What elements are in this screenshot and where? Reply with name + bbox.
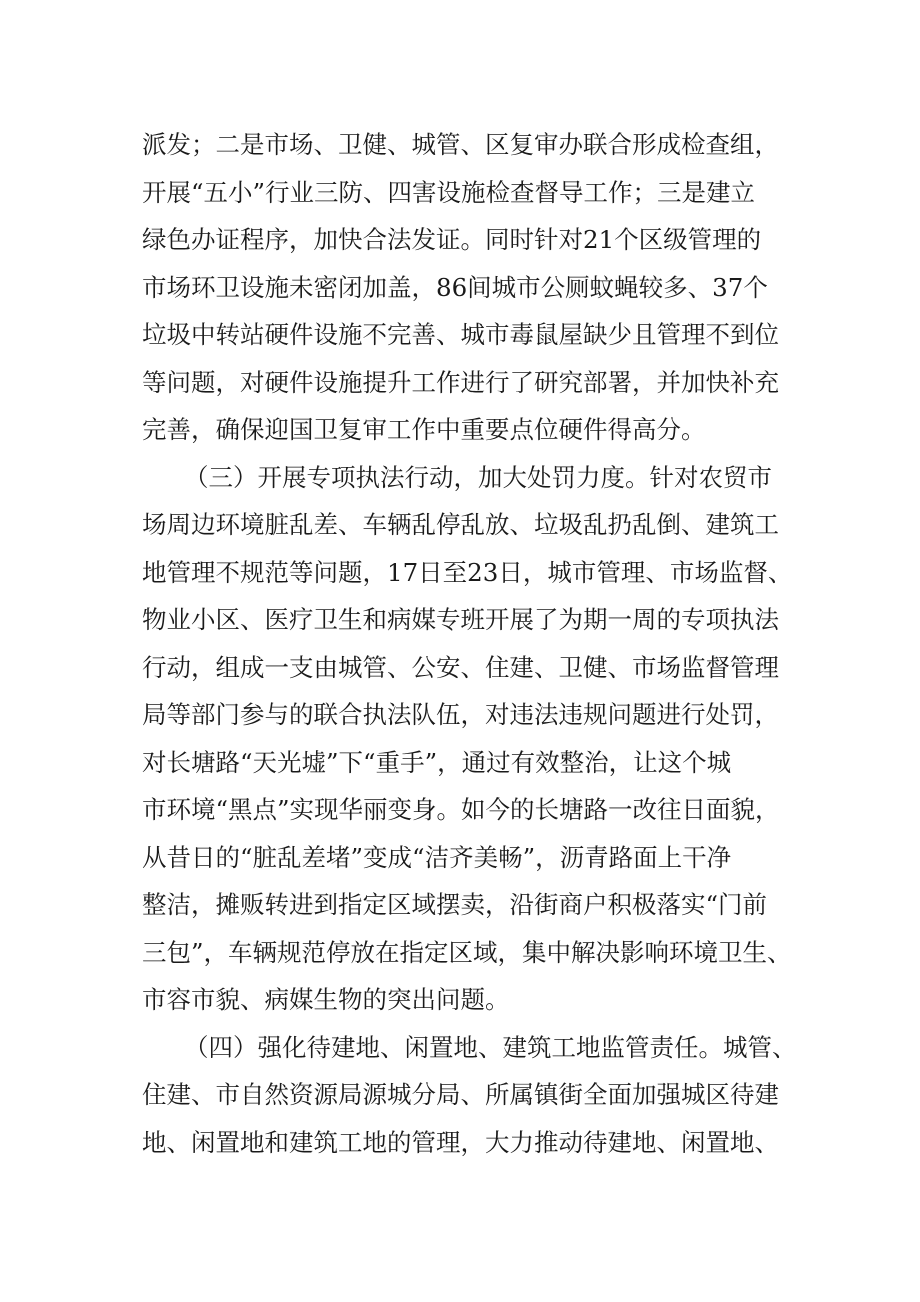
text-line: 三包”，车辆规范停放在指定区域，集中解决影响环境卫生、: [142, 937, 792, 967]
text-line: 等问题，对硬件设施提升工作进行了研究部署，并加快补充: [142, 367, 779, 397]
text-line: 地管理不规范等问题，17日至23日，城市管理、市场监督、: [142, 557, 793, 587]
text-line: 住建、市自然资源局源城分局、所属镇街全面加强城区待建: [142, 1080, 779, 1109]
text-line: 地、闲置地和建筑工地的管理，大力推动待建地、闲置地、: [142, 1127, 779, 1157]
text-line: 行动，组成一支由城管、公安、住建、卫健、市场监督管理: [142, 652, 779, 682]
text-line: 对长塘路“天光墟”下“重手”，通过有效整治，让这个城: [142, 747, 732, 777]
text-line: 市场环卫设施未密闭加盖，86间城市公厕蚊蝇较多、37个: [142, 272, 768, 302]
document-body: [142, 121, 802, 1166]
text-line: 物业小区、医疗卫生和病媒专班开展了为期一周的专项执法: [142, 605, 779, 634]
text-line: 绿色办证程序，加快合法发证。同时针对21个区级管理的: [142, 225, 762, 254]
text-line: 垃圾中转站硬件设施不完善、城市毒鼠屋缺少且管理不到位: [142, 320, 779, 349]
text-line: 市环境“黑点”实现华丽变身。如今的长塘路一改往日面貌，: [142, 795, 780, 824]
text-line: 局等部门参与的联合执法队伍，对违法违规问题进行处罚，: [142, 700, 779, 729]
text-line: 整洁，摊贩转进到指定区域摆卖，沿街商户积极落实“门前: [142, 890, 768, 919]
text-line: 市容市貌、病媒生物的突出问题。: [142, 985, 510, 1014]
text-line: 开展“五小”行业三防、四害设施检查督导工作；三是建立: [142, 177, 756, 207]
text-line: 派发；二是市场、卫健、城管、区复审办联合形成检查组，: [142, 130, 779, 159]
text-line: 完善，确保迎国卫复审工作中重要点位硬件得高分。: [142, 415, 706, 444]
text-line: 从昔日的“脏乱差堵”变成“洁齐美畅”，沥青路面上干净: [142, 842, 732, 872]
text-line: 场周边环境脏乱差、车辆乱停乱放、垃圾乱扔乱倒、建筑工: [142, 510, 779, 539]
section-heading-line: （四）强化待建地、闲置地、建筑工地监管责任。城管、: [184, 1032, 797, 1062]
section-heading-line: （三）开展专项执法行动，加大处罚力度。针对农贸市: [184, 462, 772, 492]
